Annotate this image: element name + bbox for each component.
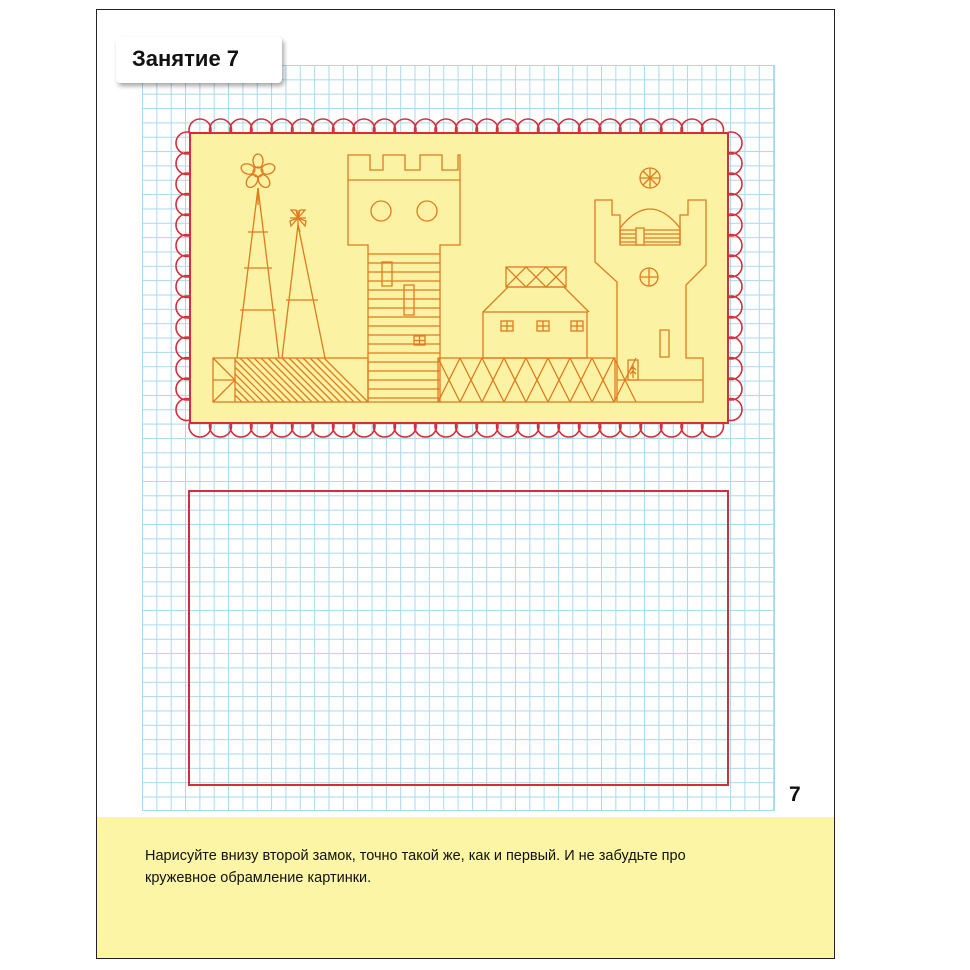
lesson-title: Занятие 7 bbox=[132, 46, 240, 71]
windmill-icon bbox=[290, 210, 306, 226]
empty-drawing-frame[interactable] bbox=[188, 490, 729, 786]
instruction-text: Нарисуйте внизу второй замок, точно такой же, как и первый. И не забудьте про кружевное обрамление картинки. bbox=[145, 848, 686, 886]
page-number: 7 bbox=[789, 783, 801, 806]
sun-icon bbox=[640, 168, 660, 188]
